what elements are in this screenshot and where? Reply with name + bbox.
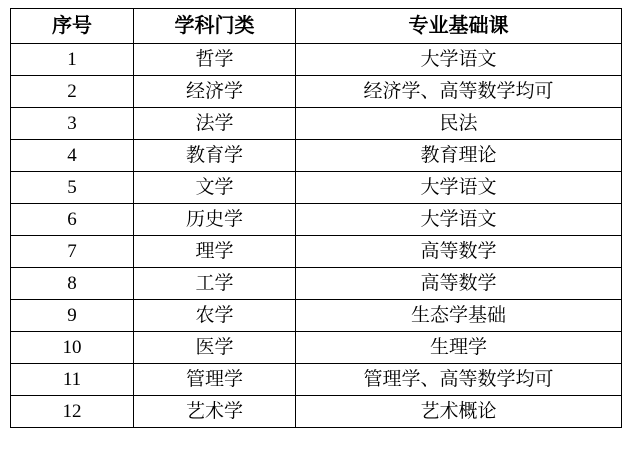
- cell-index: 11: [11, 364, 134, 396]
- cell-course: 经济学、高等数学均可: [296, 76, 622, 108]
- cell-course: 教育理论: [296, 140, 622, 172]
- table-row: [11, 332, 622, 364]
- cell-category: 工学: [134, 268, 296, 300]
- cell-category: 农学: [134, 300, 296, 332]
- cell-index: 3: [11, 108, 134, 140]
- cell-category: 哲学: [134, 44, 296, 76]
- cell-category: 教育学: [134, 140, 296, 172]
- table-row: [11, 140, 622, 172]
- table-row: [11, 172, 622, 204]
- cell-course: 生理学: [296, 332, 622, 364]
- cell-index: 2: [11, 76, 134, 108]
- cell-category: 历史学: [134, 204, 296, 236]
- cell-course: 大学语文: [296, 44, 622, 76]
- cell-course: 高等数学: [296, 268, 622, 300]
- cell-index: 9: [11, 300, 134, 332]
- cell-category: 文学: [134, 172, 296, 204]
- table-row: [11, 268, 622, 300]
- header-cell-course: 专业基础课: [296, 9, 622, 44]
- table-row: [11, 364, 622, 396]
- cell-category: 管理学: [134, 364, 296, 396]
- cell-course: 高等数学: [296, 236, 622, 268]
- cell-category: 艺术学: [134, 396, 296, 428]
- cell-index: 8: [11, 268, 134, 300]
- cell-course: 管理学、高等数学均可: [296, 364, 622, 396]
- table-row: [11, 300, 622, 332]
- subject-basic-course-table: [10, 8, 622, 428]
- table-header: [11, 9, 622, 44]
- cell-index: 12: [11, 396, 134, 428]
- cell-index: 6: [11, 204, 134, 236]
- header-cell-category: 学科门类: [134, 9, 296, 44]
- cell-category: 医学: [134, 332, 296, 364]
- header-cell-index: 序号: [11, 9, 134, 44]
- cell-course: 艺术概论: [296, 396, 622, 428]
- table-body: [11, 44, 622, 428]
- cell-category: 经济学: [134, 76, 296, 108]
- cell-course: 民法: [296, 108, 622, 140]
- cell-index: 5: [11, 172, 134, 204]
- cell-index: 7: [11, 236, 134, 268]
- table-row: [11, 76, 622, 108]
- table-row: [11, 108, 622, 140]
- table-row: [11, 204, 622, 236]
- cell-category: 理学: [134, 236, 296, 268]
- cell-course: 大学语文: [296, 204, 622, 236]
- cell-index: 4: [11, 140, 134, 172]
- cell-course: 生态学基础: [296, 300, 622, 332]
- cell-index: 10: [11, 332, 134, 364]
- cell-course: 大学语文: [296, 172, 622, 204]
- table-row: [11, 396, 622, 428]
- table-header-row: [11, 9, 622, 44]
- cell-index: 1: [11, 44, 134, 76]
- table-row: [11, 44, 622, 76]
- cell-category: 法学: [134, 108, 296, 140]
- table-row: [11, 236, 622, 268]
